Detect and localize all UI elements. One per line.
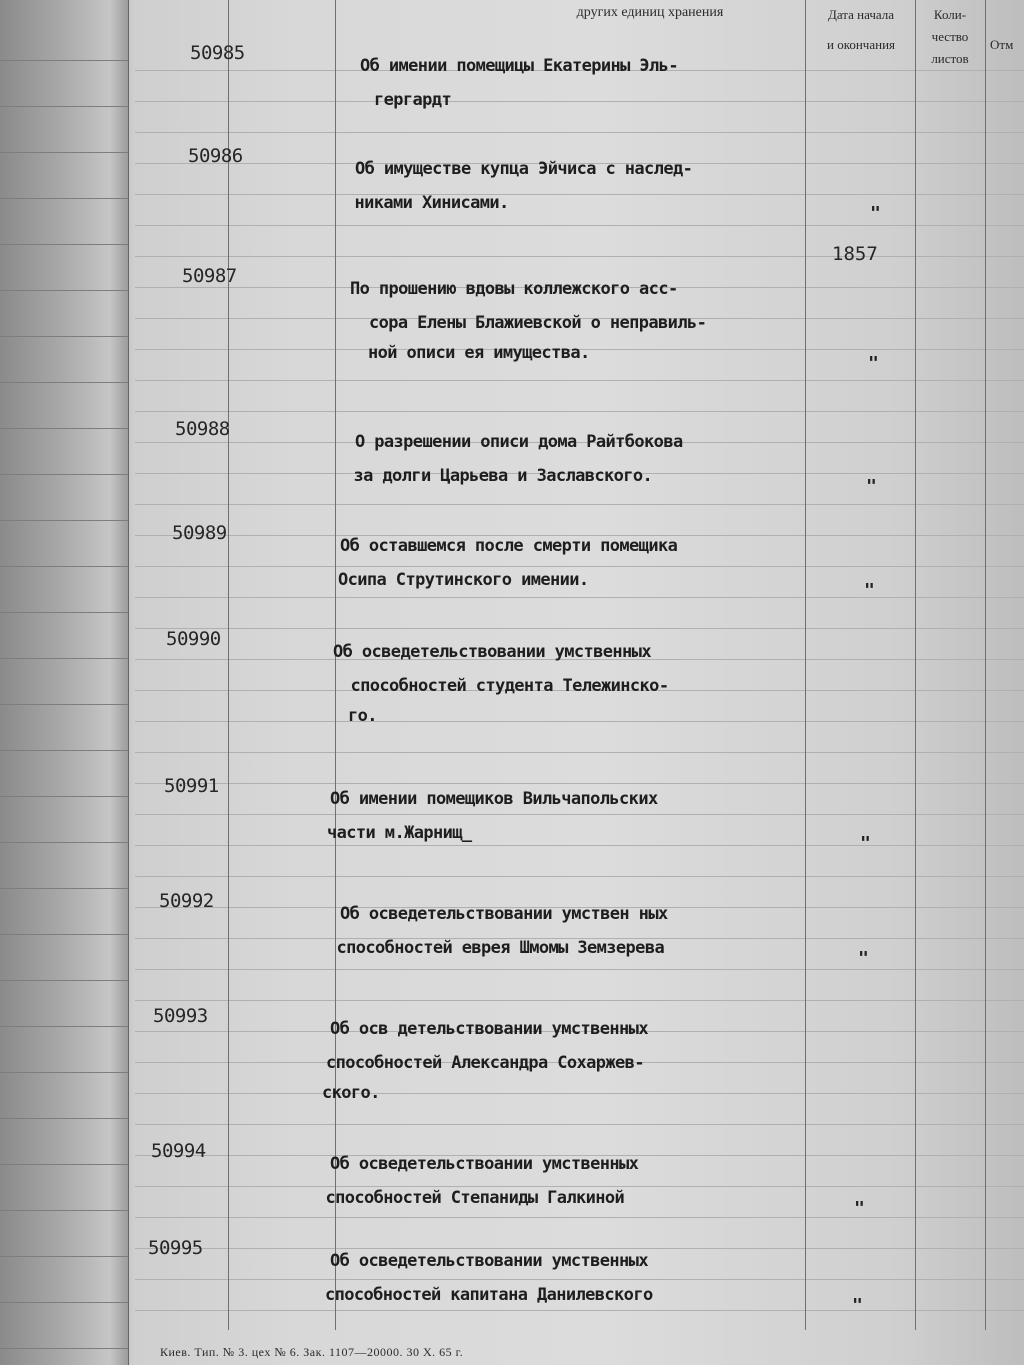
rule-line bbox=[135, 504, 1024, 505]
record-number: 50989 bbox=[172, 522, 227, 544]
record-ditto-mark: " bbox=[854, 1198, 865, 1219]
header-count-line3: листов bbox=[931, 51, 969, 66]
rule-line bbox=[135, 411, 1024, 412]
record-title-line: ной описи ея имущества. bbox=[368, 343, 590, 363]
column-line bbox=[915, 0, 916, 1330]
rule-line bbox=[135, 597, 1024, 598]
record-title-line: никами Хинисами. bbox=[354, 193, 509, 213]
strip-rule-line bbox=[0, 152, 128, 153]
record-ditto-mark: " bbox=[870, 203, 881, 224]
rule-line bbox=[135, 1124, 1024, 1125]
rule-line bbox=[135, 1279, 1024, 1280]
strip-rule-line bbox=[0, 1210, 128, 1211]
record-ditto-mark: " bbox=[852, 1295, 863, 1316]
record-ditto-mark: " bbox=[864, 580, 875, 601]
printer-imprint: Киев. Тип. № 3. цех № 6. Зак. 1107—20000. 30 X. 65 г. bbox=[160, 1345, 464, 1359]
strip-rule-line bbox=[0, 198, 128, 199]
rule-line bbox=[135, 783, 1024, 784]
record-title-line: способностей Александра Сохаржев- bbox=[326, 1053, 644, 1073]
rule-line bbox=[135, 1000, 1024, 1001]
record-number: 50992 bbox=[159, 890, 214, 912]
column-line bbox=[805, 0, 806, 1330]
strip-rule-line bbox=[0, 842, 128, 843]
record-date: 1857 bbox=[832, 243, 878, 265]
strip-rule-line bbox=[0, 1026, 128, 1027]
rule-line bbox=[135, 628, 1024, 629]
record-number: 50991 bbox=[164, 775, 219, 797]
rule-line bbox=[135, 1186, 1024, 1187]
record-ditto-mark: " bbox=[858, 948, 869, 969]
strip-rule-line bbox=[0, 290, 128, 291]
record-number: 50985 bbox=[190, 42, 245, 64]
header-dates-line1: Дата начала bbox=[827, 7, 895, 22]
record-ditto-mark: " bbox=[866, 476, 877, 497]
rule-line bbox=[135, 194, 1024, 195]
strip-rule-line bbox=[0, 428, 128, 429]
rule-line bbox=[135, 1248, 1024, 1249]
rule-line bbox=[135, 721, 1024, 722]
record-ditto-mark: " bbox=[860, 833, 871, 854]
record-title-line: гергардт bbox=[374, 90, 452, 110]
strip-rule-line bbox=[0, 244, 128, 245]
record-title-line: По прошению вдовы коллежского асс- bbox=[350, 279, 678, 299]
rule-line bbox=[135, 1093, 1024, 1094]
record-title-line: за долги Царьева и Заславского. bbox=[353, 466, 653, 486]
header-dates-line2: и окончания bbox=[826, 37, 896, 52]
column-line bbox=[985, 0, 986, 1330]
strip-rule-line bbox=[0, 566, 128, 567]
strip-rule-line bbox=[0, 1164, 128, 1165]
record-title-line: Об имении помещиков Вильчапольских bbox=[330, 789, 658, 809]
record-title-line: го. bbox=[348, 706, 377, 726]
strip-rule-line bbox=[0, 106, 128, 107]
record-title-line: Об имуществе купца Эйчиса с наслед- bbox=[355, 159, 693, 179]
rule-line bbox=[135, 969, 1024, 970]
strip-rule-line bbox=[0, 520, 128, 521]
record-title-line: Осипа Струтинского имении. bbox=[338, 570, 589, 590]
rule-line bbox=[135, 1217, 1024, 1218]
record-title-line: способностей капитана Данилевского bbox=[325, 1285, 653, 1305]
rule-line bbox=[135, 1310, 1024, 1311]
rule-line bbox=[135, 845, 1024, 846]
strip-rule-line bbox=[0, 750, 128, 751]
record-number: 50988 bbox=[175, 418, 230, 440]
rule-line bbox=[135, 225, 1024, 226]
rule-line bbox=[135, 814, 1024, 815]
strip-rule-line bbox=[0, 612, 128, 613]
strip-rule-line bbox=[0, 1302, 128, 1303]
header-units: других единиц хранения bbox=[576, 5, 724, 20]
column-line bbox=[228, 0, 229, 1330]
header-count-line1: Коли- bbox=[933, 7, 967, 22]
record-number: 50986 bbox=[188, 145, 243, 167]
record-title-line: способностей студента Тележинско- bbox=[350, 676, 669, 696]
record-number: 50987 bbox=[182, 265, 237, 287]
column-line bbox=[335, 0, 336, 1330]
strip-rule-line bbox=[0, 658, 128, 659]
rule-line bbox=[135, 752, 1024, 753]
strip-rule-line bbox=[0, 336, 128, 337]
record-number: 50990 bbox=[166, 628, 221, 650]
record-title-line: Об оставшемся после смерти помещика bbox=[340, 536, 678, 556]
record-number: 50995 bbox=[148, 1237, 203, 1259]
record-title-line: Об осведетельствовании умственных bbox=[330, 1251, 648, 1271]
strip-rule-line bbox=[0, 1118, 128, 1119]
rule-line bbox=[135, 566, 1024, 567]
record-title-line: Об имении помещицы Екатерины Эль- bbox=[360, 56, 678, 76]
strip-rule-line bbox=[0, 1256, 128, 1257]
rule-line bbox=[135, 101, 1024, 102]
rule-line bbox=[135, 132, 1024, 133]
record-title-line: Об осведетельствовании умствен ных bbox=[340, 904, 668, 924]
record-title-line: сора Елены Блажиевской о неправиль- bbox=[369, 313, 707, 333]
record-title-line: способностей Степаниды Галкиной bbox=[325, 1188, 625, 1208]
strip-rule-line bbox=[0, 704, 128, 705]
strip-rule-line bbox=[0, 934, 128, 935]
strip-rule-line bbox=[0, 474, 128, 475]
rule-line bbox=[135, 876, 1024, 877]
record-ditto-mark: " bbox=[868, 353, 879, 374]
strip-rule-line bbox=[0, 796, 128, 797]
rule-line bbox=[135, 380, 1024, 381]
record-number: 50993 bbox=[153, 1005, 208, 1027]
strip-rule-line bbox=[0, 382, 128, 383]
strip-rule-line bbox=[0, 980, 128, 981]
rule-line bbox=[135, 256, 1024, 257]
record-title-line: Об осведетельствоании умственных bbox=[330, 1154, 639, 1174]
previous-page-edge bbox=[0, 0, 129, 1365]
record-title-line: части м.Жарнищ_ bbox=[327, 823, 472, 843]
record-title-line: Об осведетельствовании умственных bbox=[333, 642, 651, 662]
header-count-line2: чество bbox=[931, 29, 969, 44]
strip-rule-line bbox=[0, 888, 128, 889]
record-title-line: Об осв детельствовании умственных bbox=[330, 1019, 648, 1039]
record-title-line: О разрешении описи дома Райтбокова bbox=[355, 432, 683, 452]
record-title-line: ского. bbox=[322, 1083, 380, 1103]
header-notes: Отм bbox=[990, 37, 1014, 52]
strip-rule-line bbox=[0, 1072, 128, 1073]
record-number: 50994 bbox=[151, 1140, 206, 1162]
record-title-line: способностей еврея Шмомы Земзерева bbox=[336, 938, 665, 958]
strip-rule-line bbox=[0, 1348, 128, 1349]
strip-rule-line bbox=[0, 60, 128, 61]
